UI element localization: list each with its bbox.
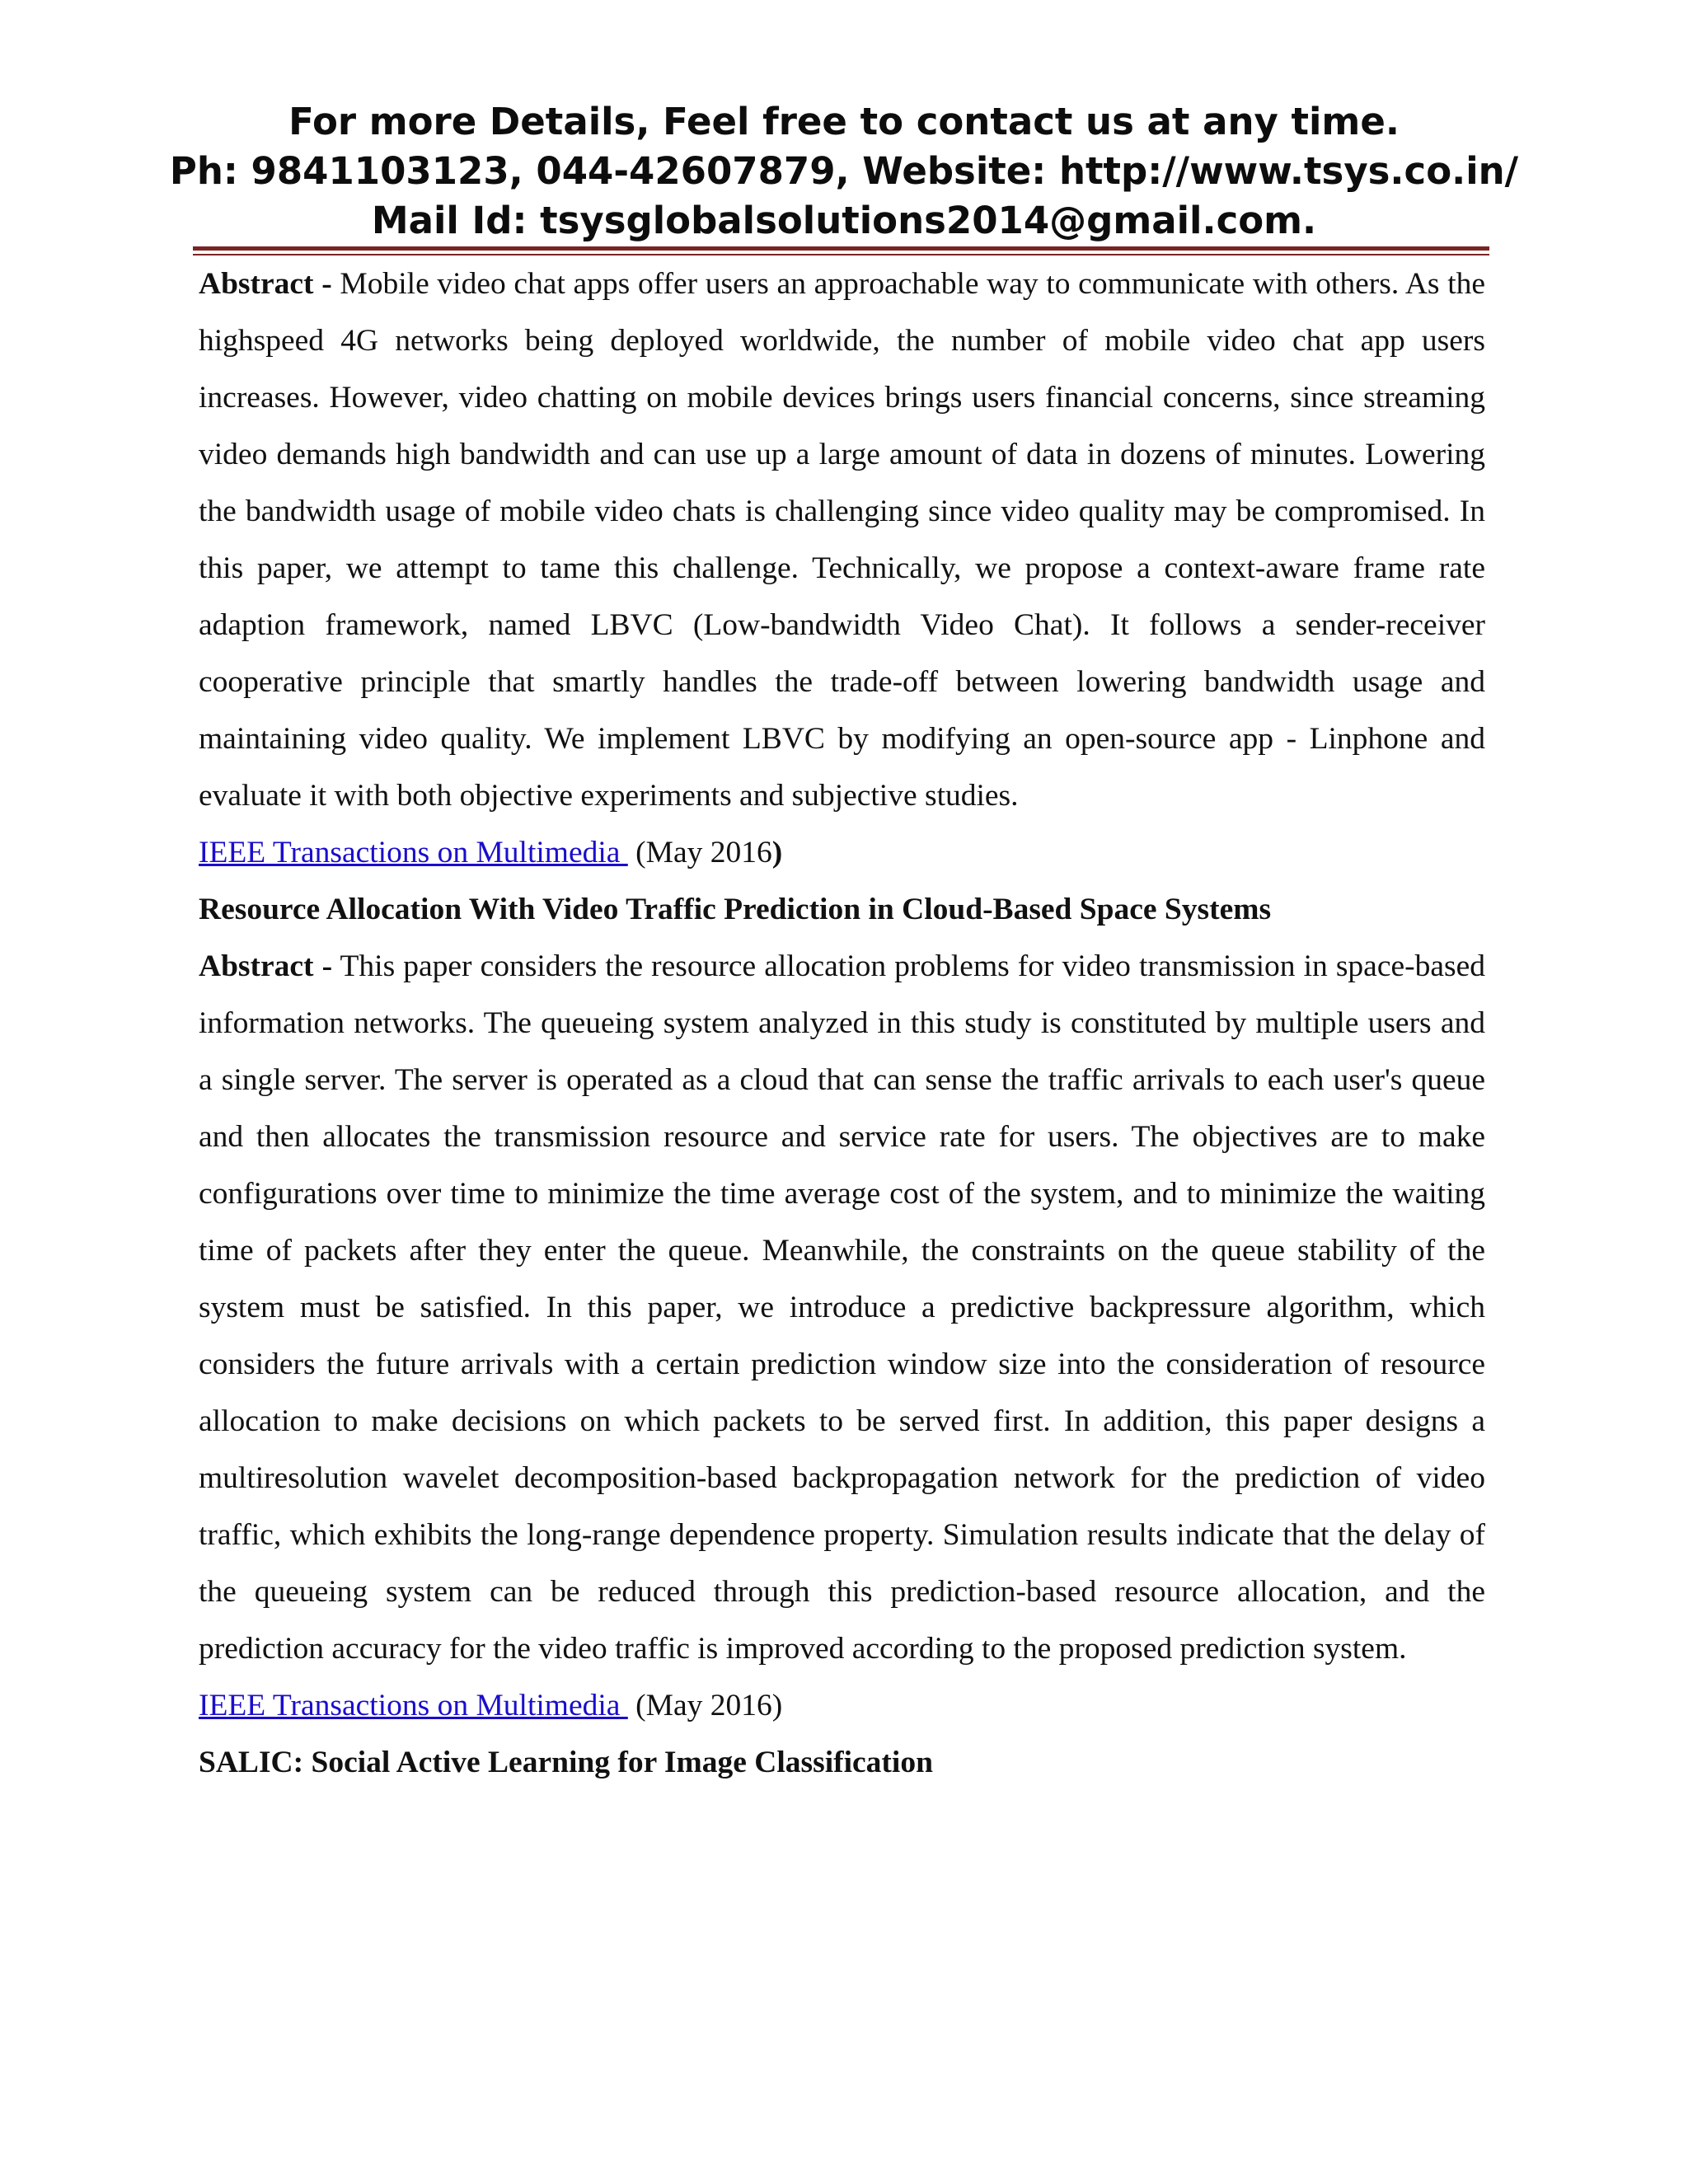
header-divider-thick bbox=[193, 246, 1489, 251]
abstract-text: Mobile video chat apps offer users an approachable way to communicate with others. As the highspeed 4G networks being deployed worldwide, the number of mobile video chat app users increases. However, video chatting on mobile devices brings users financial concerns, since streaming video demands high bandwidth and can use up a large amount of data in dozens of minutes. Lowering the bandwidth usage of mobile video chats is challenging since video quality may be compromised. In this paper, we attempt to tame this challenge. Technically, we propose a context-aware frame rate adaption framework, named LBVC (Low-bandwidth Video Chat). It follows a sender-receiver cooperative principle that smartly handles the trade-off between lowering bandwidth usage and maintaining video quality. We implement LBVC by modifying an open-source app - Linphone and evaluate it with both objective experiments and subjective studies. bbox=[199, 267, 1486, 813]
publication-date: (May 2016 bbox=[627, 836, 772, 869]
source-line-resource-allocation bbox=[199, 1677, 1485, 1734]
publication-date-close: ) bbox=[771, 836, 783, 869]
abstract-label: Abstract - bbox=[199, 267, 332, 301]
abstract-text: This paper considers the resource allocation problems for video transmission in space-based information networks. The queueing system analyzed in this study is constituted by multiple users and a single server. The server is operated as a cloud that can sense the traffic arrivals to each user's queue and then allocates the transmission resource and service rate for users. The objectives are to make configurations over time to minimize the time average cost of the system, and to minimize the waiting time of packets after they enter the queue. Meanwhile, the constraints on the queue stability of the system must be satisfied. In this paper, we introduce a predictive backpressure algorithm, which considers the future arrivals with a certain prediction window size into the consideration of resource allocation to make decisions on which packets to be served first. In addition, this paper designs a multiresolution wavelet decomposition-based backpropagation network for the prediction of video traffic, which exhibits the long-range dependence property. Simulation results indicate that the delay of the queueing system can be reduced through this prediction-based resource allocation, and the prediction accuracy for the video traffic is improved according to the proposed prediction system. bbox=[199, 949, 1485, 1666]
header-line-mail: Mail Id: tsysglobalsolutions2014@gmail.com. bbox=[371, 199, 1317, 242]
header-line-phone-website: Ph: 9841103123, 044-42607879, Website: http://www.tsys.co.in/ bbox=[169, 149, 1519, 193]
journal-link[interactable]: IEEE Transactions on Multimedia bbox=[199, 836, 628, 869]
paper-title-resource-allocation: Resource Allocation With Video Traffic Prediction in Cloud-Based Space Systems bbox=[199, 893, 1272, 926]
document-body bbox=[199, 255, 1485, 1791]
abstract-label: Abstract - bbox=[199, 949, 333, 983]
publication-date: (May 2016) bbox=[627, 1689, 783, 1722]
abstract-lbvc bbox=[199, 255, 1485, 824]
contact-header bbox=[0, 97, 1688, 246]
header-line-details: For more Details, Feel free to contact us at any time. bbox=[288, 100, 1400, 143]
abstract-resource-allocation bbox=[199, 938, 1485, 1677]
journal-link[interactable]: IEEE Transactions on Multimedia bbox=[199, 1689, 628, 1722]
paper-title-salic: SALIC: Social Active Learning for Image Classification bbox=[199, 1746, 933, 1779]
source-line-lbvc bbox=[199, 824, 1485, 881]
